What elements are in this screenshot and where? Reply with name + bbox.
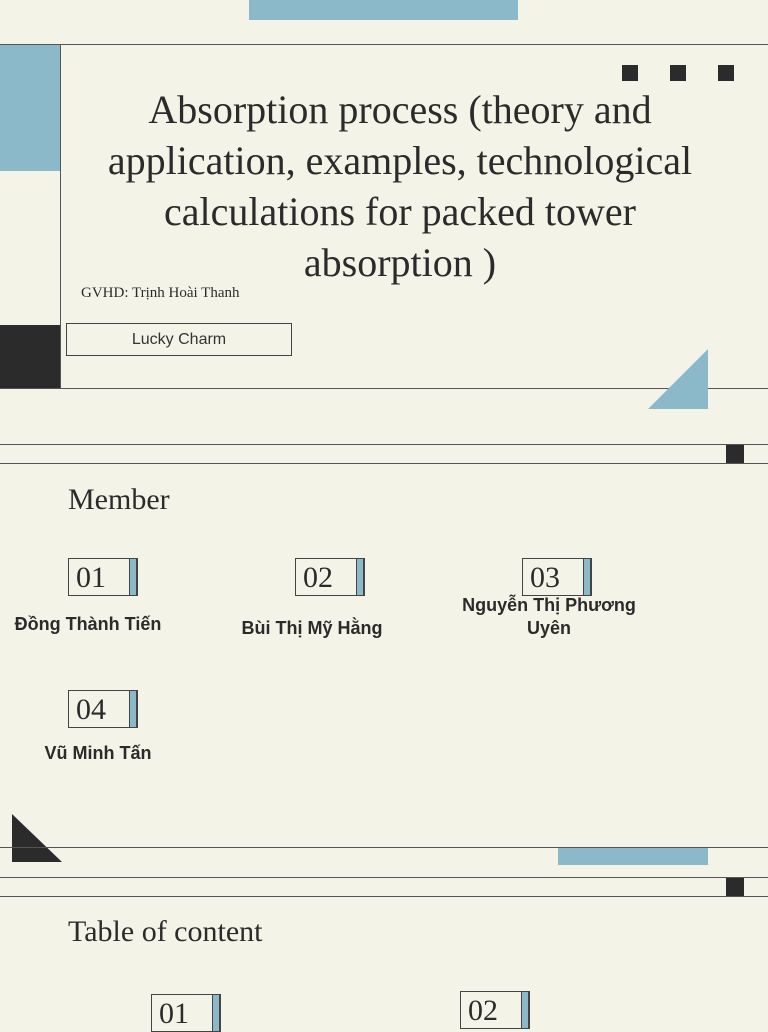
document-title: Absorption process (theory and application, examples, technological calculations for packed tower absorption ): [107, 87, 693, 285]
dark-triangle-decor: [12, 814, 62, 862]
blue-triangle-decor: [648, 349, 708, 409]
decor-square-3: [718, 65, 734, 81]
number-accent-bar: [583, 558, 591, 596]
team-name-box: Lucky Charm: [66, 323, 292, 356]
member-number: 01: [76, 561, 106, 594]
divider-line: [0, 877, 768, 878]
left-dark-block: [0, 325, 60, 388]
member-name: Bùi Thị Mỹ Hằng: [241, 618, 383, 638]
member-number-box: [68, 690, 138, 728]
member-number-box: [522, 558, 592, 596]
member-name: Nguyễn Thị Phương Uyên: [462, 595, 636, 638]
number-accent-bar: [129, 690, 137, 728]
bottom-accent-bar: [558, 848, 708, 865]
member-number: 04: [76, 693, 106, 726]
number-accent-bar: [212, 994, 220, 1032]
divider-line: [0, 896, 768, 897]
member-name: Đồng Thành Tiến: [14, 614, 162, 634]
number-accent-bar: [356, 558, 364, 596]
member-number: 03: [530, 561, 560, 594]
number-accent-bar: [129, 558, 137, 596]
member-name: Vũ Minh Tấn: [44, 743, 152, 763]
toc-number-box: [460, 991, 530, 1029]
number-accent-bar: [521, 991, 529, 1029]
decor-square-1: [622, 65, 638, 81]
left-vertical-line: [60, 45, 61, 388]
divider-line: [0, 44, 768, 45]
toc-heading: Table of content: [68, 915, 263, 948]
member-heading: Member: [68, 483, 170, 516]
divider-line: [0, 463, 768, 464]
left-accent-block: [0, 45, 60, 171]
toc-number-box: [151, 994, 221, 1032]
decor-square: [726, 445, 744, 463]
toc-number: 02: [468, 994, 498, 1027]
decor-square: [726, 878, 744, 896]
advisor-label: GVHD: Trịnh Hoài Thanh: [81, 285, 240, 301]
member-number-box: [295, 558, 365, 596]
member-number: 02: [303, 561, 333, 594]
toc-number: 01: [159, 997, 189, 1030]
top-accent-bar: [249, 0, 518, 20]
member-number-box: [68, 558, 138, 596]
decor-square-2: [670, 65, 686, 81]
divider-line: [0, 444, 768, 445]
